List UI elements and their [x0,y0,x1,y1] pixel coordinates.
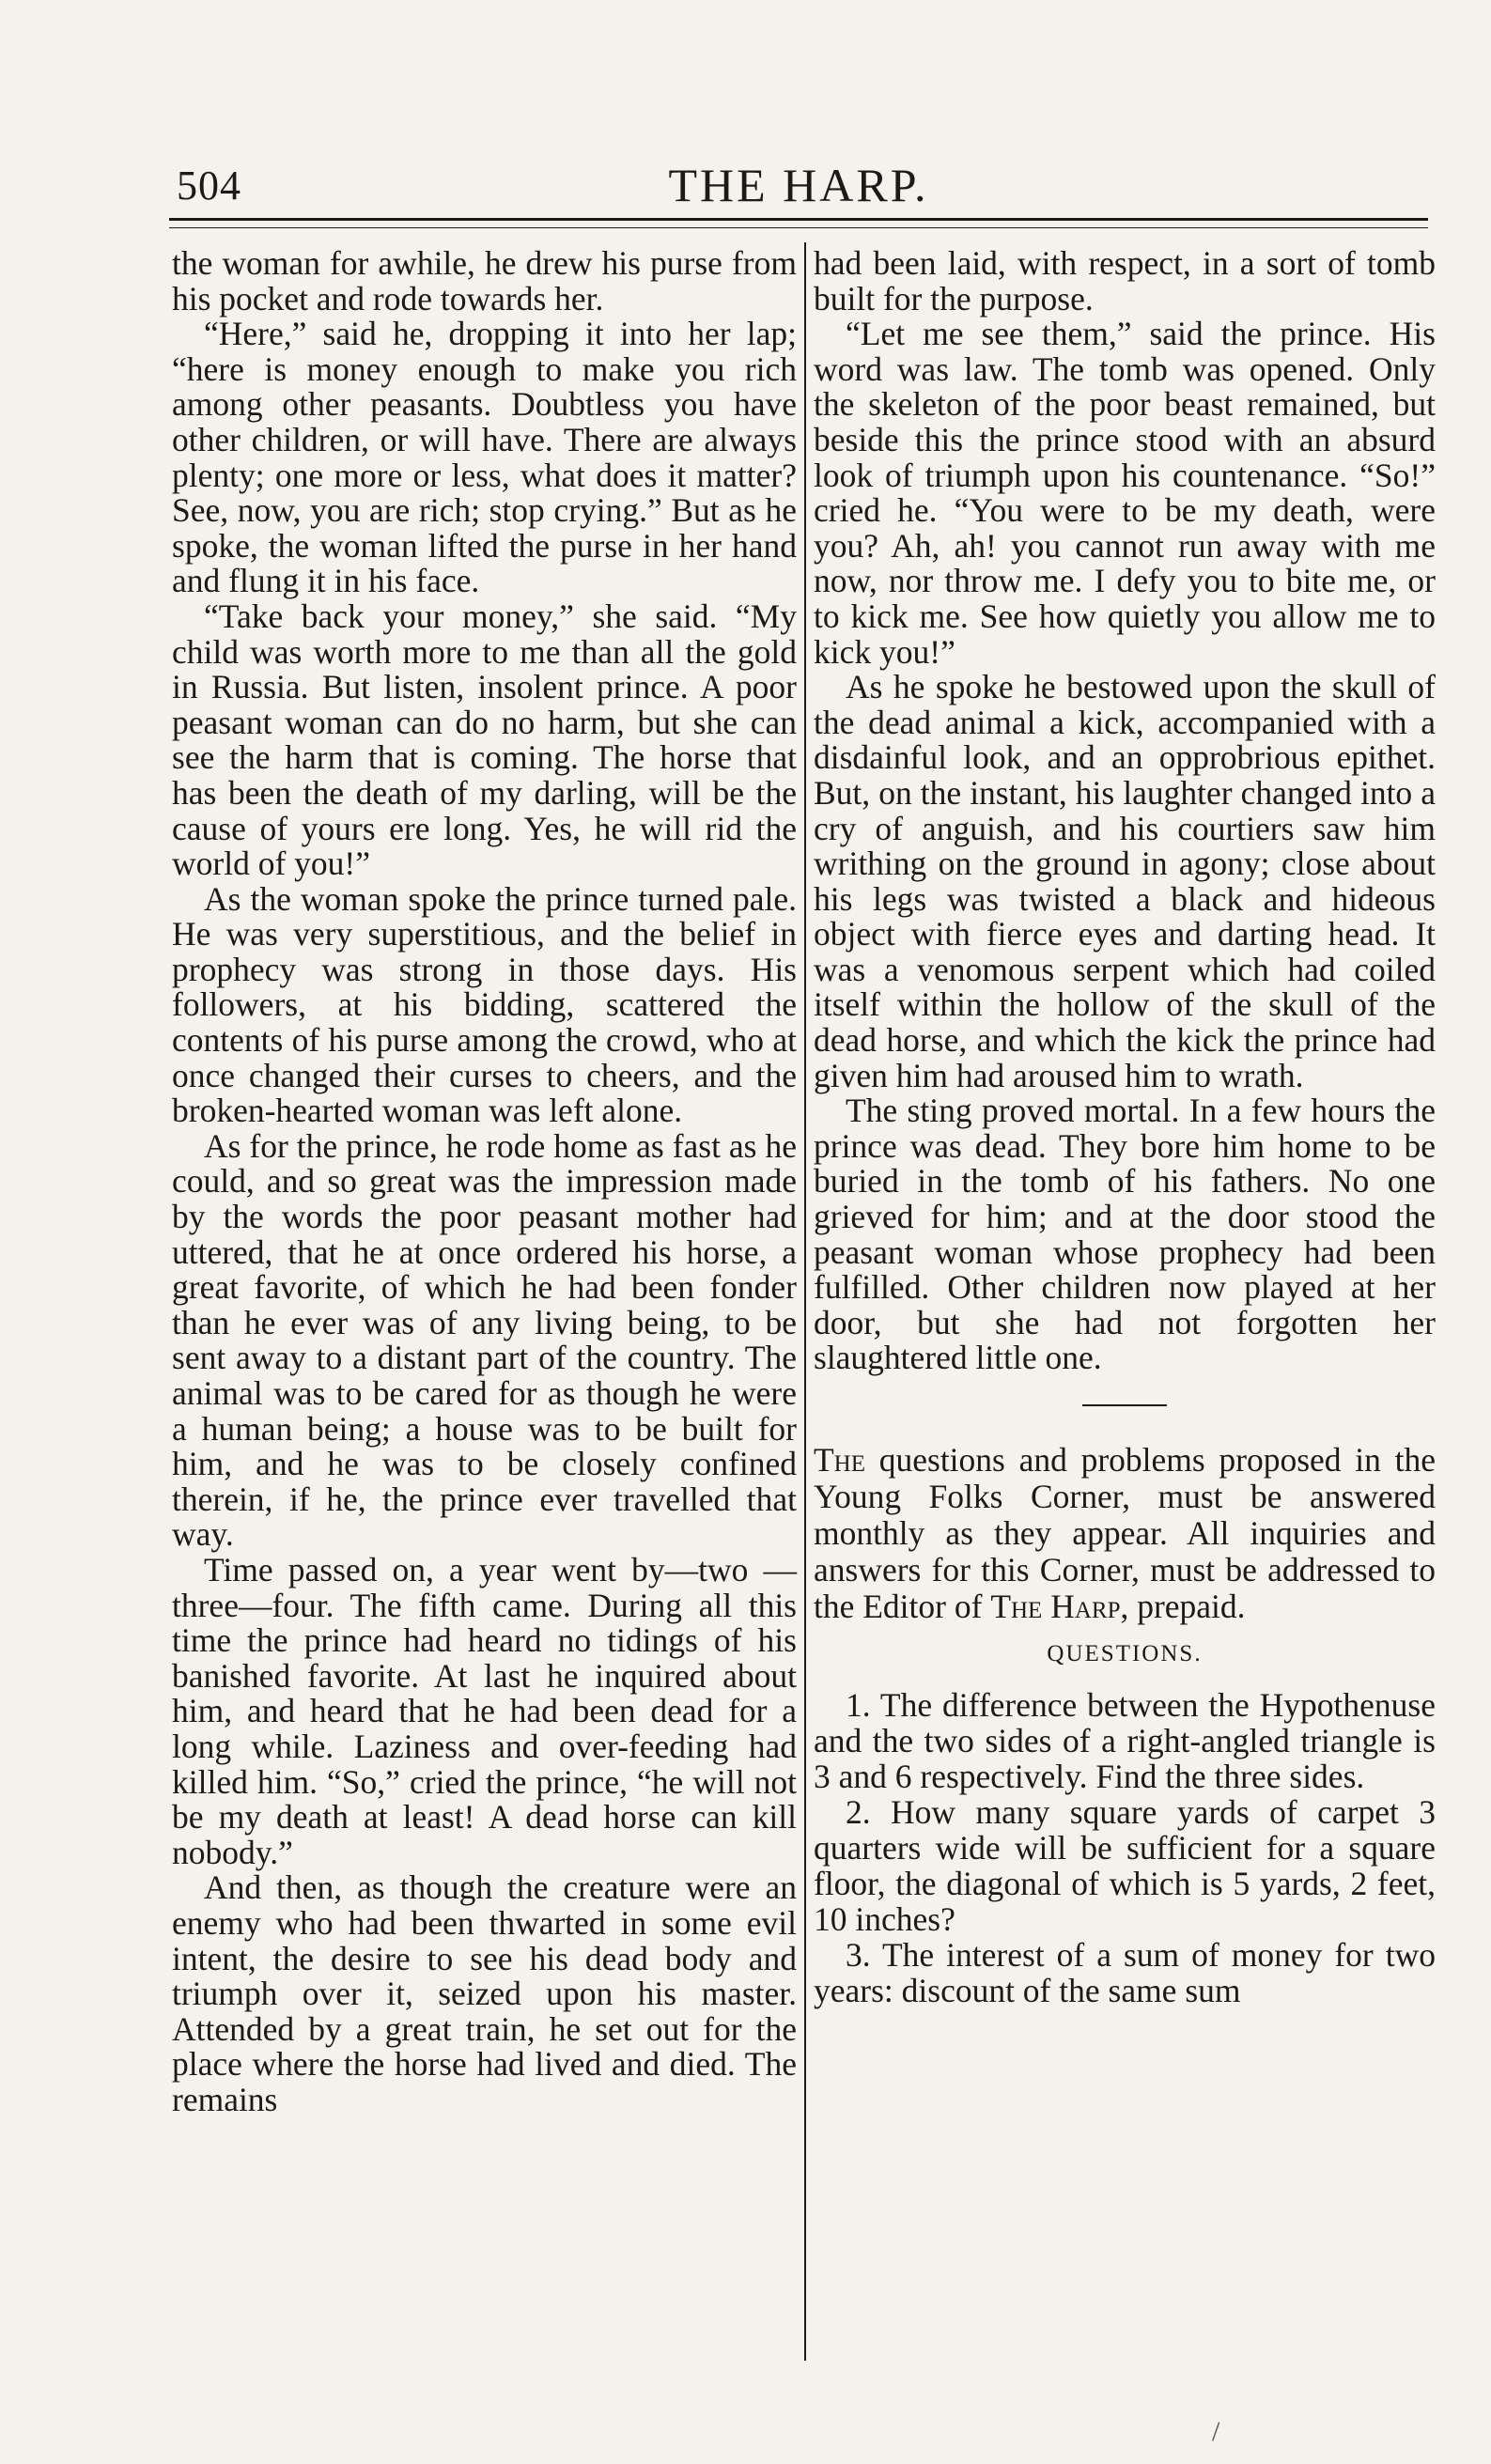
right-column [814,246,1436,2008]
notice-tail: , prepaid. [1120,1588,1246,1625]
running-head: THE HARP. [668,159,929,211]
paragraph: “Take back your money,” she said. “My child was worth more to me than all the gold in Russia. But listen, insolent prince. A poor peasant woman can do no harm, but she can see the harm that is coming. The horse that has been the death of my darling, will be the cause of yours ere long. Yes, he will rid the world of you!” [172,597,797,883]
notice-text: questions and problems proposed in the Young Folks Corner, must be answered monthly as they appear. All inquiries and answers for this Corner, must be addressed to the Editor of [814,1441,1436,1625]
column-divider [804,242,806,2361]
left-column [172,246,797,2117]
header-rule-thick [169,218,1428,221]
paragraph: As the woman spoke the prince turned pale. He was very superstitious, and the belief in prophecy was strong in those days. His followers, at his bidding, scattered the contents of his purse among the crowd, who at once changed their curses to cheers, and the broken-hearted woman was left alone. [172,879,797,1130]
paragraph: And then, as though the creature were an enemy who had been thwarted in some evil intent, the desire to see his dead body and triumph over it, seized upon his master. Attended by a great train, he set out for the place where the horse had lived and died. The remains [172,1868,797,2118]
paragraph: As for the prince, he rode home as fast as he could, and so great was the impression made by the words the poor peasant mother had uttered, that he at once ordered his horse, a great favorite, of which he had been fonder than he ever was of any living being, to be sent away to a distant part of the country. The animal was to be cared for as though he were a human being; a house was to be built for him, and he was to be closely confined therein, if he, the prince ever travelled that way. [172,1126,797,1554]
questions-heading: QUESTIONS. [1047,1641,1203,1666]
header-rule-thin [169,227,1428,228]
young-folks-notice [814,1442,1436,1625]
page-number: 504 [177,163,241,209]
paragraph: had been laid, with respect, in a sort of tomb built for the purpose. [814,244,1436,318]
paragraph: Time passed on, a year went by—two —three—four. The fifth came. During all this time the prince had heard no tidings of his banished favorite. At last he inquired about him, and heard that he had been dead for a long while. Laziness and over-feeding had killed him. “So,” cried the prince, “he will not be my death at least! A dead horse can kill nobody.” [172,1550,797,1871]
question-item: 3. The interest of a sum of money for two years: discount of the same sum [814,1935,1436,2009]
paragraph: “Here,” said he, dropping it into her lap; “here is money enough to make you rich among other peasants. Doubtless you have other children, or will have. There are always plenty; one more or less, what does it matter? See, now, you are rich; stop crying.” But as he spoke, the woman lifted the purse in her hand and flung it in his face. [172,315,797,600]
stray-mark: / [1212,2416,1220,2447]
question-item: 2. How many square yards of carpet 3 quarters wide will be sufficient for a square floor, the diagonal of which is 5 yards, 2 feet, 10 inches? [814,1792,1436,1938]
section-divider [1082,1404,1167,1406]
question-item: 1. The difference between the Hypothenuse and the two sides of a right-angled triangle is 3 and 6 respectively. Find the three sides. [814,1685,1436,1795]
notice-journal: The Harp [990,1588,1121,1625]
paragraph: the woman for awhile, he drew his purse from his pocket and rode towards her. [172,244,797,318]
paragraph: The sting proved mortal. In a few hours the prince was dead. They bore him home to be buried in the tomb of his fathers. No one grieved for him; and at the door stood the peasant woman whose prophecy had been fulfilled. Other children now played at her door, but she had not forgotten her slaughtered little one. [814,1092,1436,1377]
paragraph: “Let me see them,” said the prince. His word was law. The tomb was opened. Only the skeleton of the poor beast remained, but beside this the prince stood with an absurd look of triumph upon his countenance. “So!” cried he. “You were to be my death, were you? Ah, ah! you cannot run away with me now, nor throw me. I defy you to bite me, or to kick me. See how quietly you allow me to kick you!” [814,315,1436,671]
paragraph: As he spoke he bestowed upon the skull of the dead animal a kick, accompanied with a disdainful look, and an opprobrious epithet. But, on the instant, his laughter changed into a cry of anguish, and his courtiers saw him writhing on the ground in agony; close about his legs was twisted a black and hideous object with fierce eyes and darting head. It was a venomous serpent which had coiled itself within the hollow of the skull of the dead horse, and which the kick the prince had given him had aroused him to wrath. [814,668,1436,1094]
page-header [169,158,1428,214]
notice-lead: The [814,1441,866,1479]
